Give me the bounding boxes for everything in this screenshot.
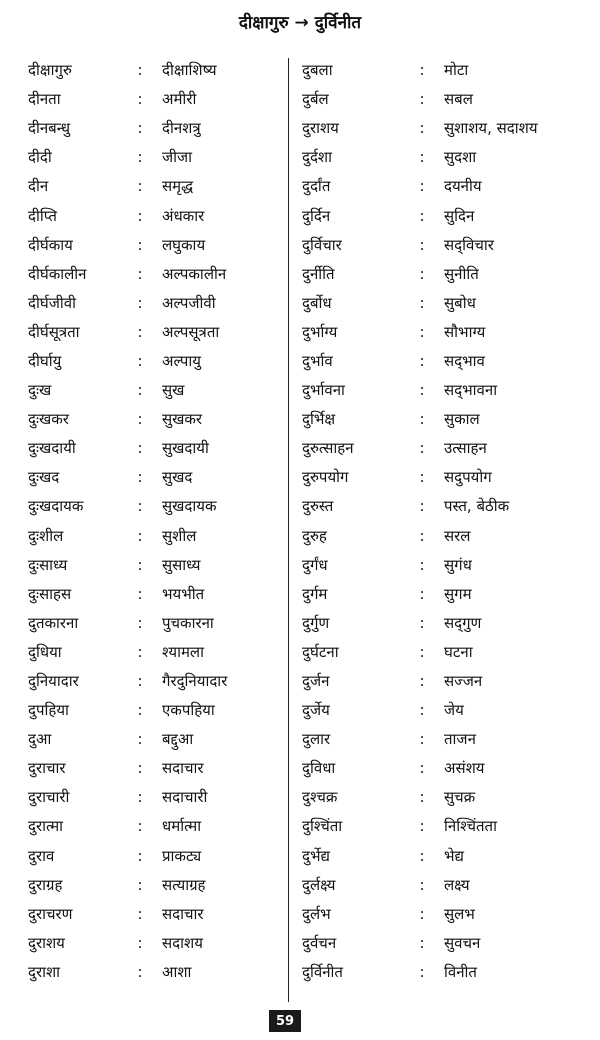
headword: दीर्घकाय	[28, 235, 73, 254]
headword: दुराव	[28, 846, 55, 865]
headword: दुर्भेद्य	[302, 846, 330, 865]
separator: :	[137, 351, 143, 370]
separator: :	[137, 672, 143, 691]
entry-row	[28, 900, 286, 929]
entry-row	[302, 347, 592, 376]
antonym: सुख	[162, 381, 185, 400]
headword: दुःसाहस	[28, 584, 72, 603]
antonym: सुवचन	[444, 933, 481, 952]
antonym: सुचक्र	[444, 788, 476, 807]
entry-row	[302, 696, 592, 725]
entry-row	[302, 143, 592, 172]
antonym: सद्‌विचार	[444, 235, 494, 254]
antonym: सुदिन	[444, 206, 475, 225]
entry-row	[28, 696, 286, 725]
headword: दुरुत्साहन	[302, 439, 354, 458]
separator: :	[137, 846, 143, 865]
entry-row	[28, 260, 286, 289]
headword: दुआ	[28, 730, 52, 749]
separator: :	[419, 933, 425, 952]
separator: :	[419, 235, 425, 254]
entry-row	[28, 667, 286, 696]
entry-row	[28, 783, 286, 812]
headword: दीनबन्धु	[28, 119, 71, 138]
headword: दुर्गम	[302, 584, 328, 603]
antonym: सुगंध	[444, 555, 472, 574]
antonym: अमीरी	[162, 90, 197, 109]
antonym: अल्पसूत्रता	[162, 322, 220, 341]
separator: :	[137, 119, 143, 138]
separator: :	[137, 322, 143, 341]
headword: दुःसाध्य	[28, 555, 68, 574]
antonym: निश्चिंतता	[444, 817, 497, 836]
separator: :	[419, 439, 425, 458]
entry-row	[302, 609, 592, 638]
headword: दुराशय	[28, 933, 65, 952]
headword: दीदी	[28, 148, 52, 167]
antonym: भयभीत	[162, 584, 205, 603]
entry-row	[28, 638, 286, 667]
antonym: सुकाल	[444, 410, 480, 429]
antonym: लघुकाय	[162, 235, 206, 254]
antonym: समृद्ध	[162, 177, 194, 196]
headword: दुर्लक्ष्य	[302, 875, 336, 894]
antonym: सदाचार	[162, 904, 204, 923]
antonym: मोटा	[444, 61, 469, 80]
entry-row	[28, 842, 286, 871]
separator: :	[419, 584, 425, 603]
entry-row	[302, 463, 592, 492]
headword: दुःखकर	[28, 410, 69, 429]
entry-row	[28, 56, 286, 85]
headword: दुर्बल	[302, 90, 329, 109]
antonym: ताजन	[444, 730, 476, 749]
separator: :	[137, 759, 143, 778]
headword: दीन	[28, 177, 49, 196]
separator: :	[419, 613, 425, 632]
antonym: सद्‌भाव	[444, 351, 485, 370]
separator: :	[419, 322, 425, 341]
separator: :	[137, 584, 143, 603]
entry-row	[302, 522, 592, 551]
entry-row	[302, 725, 592, 754]
entry-row	[302, 201, 592, 230]
antonym: सरल	[444, 526, 471, 545]
entry-row	[302, 900, 592, 929]
separator: :	[137, 177, 143, 196]
entry-row	[302, 289, 592, 318]
headword: दीर्घायु	[28, 351, 62, 370]
separator: :	[419, 875, 425, 894]
antonym: सुशाशय, सदाशय	[444, 119, 538, 138]
headword: दुर्भाग्य	[302, 322, 338, 341]
entry-row	[302, 172, 592, 201]
entry-row	[28, 725, 286, 754]
entry-row	[302, 580, 592, 609]
entry-row	[28, 434, 286, 463]
antonym: बद्दुआ	[162, 730, 194, 749]
antonym: उत्साहन	[444, 439, 487, 458]
separator: :	[137, 264, 143, 283]
headword: दुर्दिन	[302, 206, 331, 225]
antonym: सदुपयोग	[444, 468, 492, 487]
entry-row	[28, 812, 286, 841]
entry-row	[302, 434, 592, 463]
entry-row	[302, 114, 592, 143]
separator: :	[419, 177, 425, 196]
headword: दुरुस्त	[302, 497, 334, 516]
entry-row	[302, 929, 592, 958]
headword: दुर्दशा	[302, 148, 333, 167]
separator: :	[137, 642, 143, 661]
separator: :	[137, 468, 143, 487]
entry-row	[28, 754, 286, 783]
headword: दुर्भाव	[302, 351, 333, 370]
headword: दुधिया	[28, 642, 62, 661]
antonym: पस्त, बेठीक	[444, 497, 510, 516]
antonym: एकपहिया	[162, 701, 215, 720]
antonym: सौभाग्य	[444, 322, 486, 341]
headword: दुरुपयोग	[302, 468, 349, 487]
antonym: सुखदायक	[162, 497, 217, 516]
headword: दुरुह	[302, 526, 327, 545]
headword: दुःशील	[28, 526, 64, 545]
headword: दुःख	[28, 381, 52, 400]
separator: :	[419, 817, 425, 836]
antonym: सुखद	[162, 468, 193, 487]
antonym: अल्पायु	[162, 351, 202, 370]
headword: दुश्चक्र	[302, 788, 338, 807]
entry-row	[28, 522, 286, 551]
headword: दुर्भावना	[302, 381, 345, 400]
headword: दुर्बोध	[302, 293, 332, 312]
separator: :	[419, 148, 425, 167]
headword: दुराचार	[28, 759, 66, 778]
separator: :	[419, 962, 425, 981]
entry-row	[28, 347, 286, 376]
headword: दुःखद	[28, 468, 60, 487]
entry-row	[302, 812, 592, 841]
separator: :	[137, 701, 143, 720]
separator: :	[419, 788, 425, 807]
entry-row	[302, 85, 592, 114]
separator: :	[419, 264, 425, 283]
antonym: लक्ष्य	[444, 875, 470, 894]
antonym: सुनीति	[444, 264, 479, 283]
headword: दीर्घकालीन	[28, 264, 87, 283]
entry-row	[28, 871, 286, 900]
antonym: श्यामला	[162, 642, 204, 661]
page-number: 59	[269, 1010, 301, 1032]
separator: :	[137, 293, 143, 312]
separator: :	[419, 351, 425, 370]
headword: दुराचरण	[28, 904, 73, 923]
entry-row	[302, 871, 592, 900]
antonym: सुखदायी	[162, 439, 209, 458]
entry-row	[28, 551, 286, 580]
separator: :	[419, 206, 425, 225]
antonym: सदाशय	[162, 933, 203, 952]
separator: :	[137, 933, 143, 952]
headword: दुःखदायी	[28, 439, 76, 458]
separator: :	[137, 61, 143, 80]
entry-row	[302, 231, 592, 260]
separator: :	[419, 701, 425, 720]
antonym: सद्‌भावना	[444, 381, 498, 400]
separator: :	[137, 497, 143, 516]
antonym: अल्पकालीन	[162, 264, 227, 283]
entry-row	[302, 638, 592, 667]
headword: दुर्वचन	[302, 933, 337, 952]
separator: :	[419, 410, 425, 429]
separator: :	[419, 90, 425, 109]
separator: :	[419, 526, 425, 545]
separator: :	[137, 206, 143, 225]
column-divider	[288, 58, 289, 1002]
headword: दुबला	[302, 61, 333, 80]
antonym: असंशय	[444, 759, 485, 778]
headword: दुर्जेय	[302, 701, 330, 720]
separator: :	[419, 497, 425, 516]
entry-row	[28, 289, 286, 318]
entry-row	[28, 114, 286, 143]
antonym: दीक्षाशिष्य	[162, 61, 217, 80]
headword: दुतकारना	[28, 613, 79, 632]
headword: दुनियादार	[28, 672, 79, 691]
entry-row	[28, 231, 286, 260]
separator: :	[137, 90, 143, 109]
antonym: दयनीय	[444, 177, 482, 196]
separator: :	[419, 904, 425, 923]
entry-row	[28, 376, 286, 405]
antonym: भेद्य	[444, 846, 464, 865]
headword: दुविधा	[302, 759, 336, 778]
separator: :	[419, 642, 425, 661]
headword: दीक्षागुरु	[28, 61, 72, 80]
headword: दुर्विनीत	[302, 962, 343, 981]
antonym: सुलभ	[444, 904, 475, 923]
entry-row	[302, 783, 592, 812]
headword: दुलार	[302, 730, 331, 749]
separator: :	[419, 759, 425, 778]
antonym: अल्पजीवी	[162, 293, 216, 312]
separator: :	[137, 439, 143, 458]
page-header: दीक्षागुरु → दुर्विनीत	[238, 13, 362, 33]
entry-row	[302, 842, 592, 871]
headword: दुराग्रह	[28, 875, 63, 894]
antonym: जेय	[444, 701, 464, 720]
entry-row	[302, 492, 592, 521]
antonym: जीजा	[162, 148, 193, 167]
entry-row	[28, 580, 286, 609]
headword: दुर्नीति	[302, 264, 335, 283]
entry-row	[302, 260, 592, 289]
separator: :	[419, 672, 425, 691]
headword: दुर्भिक्ष	[302, 410, 336, 429]
entry-row	[302, 958, 592, 987]
entry-row	[28, 85, 286, 114]
antonym: गैरदुनियादार	[162, 672, 228, 691]
headword: दुर्दांत	[302, 177, 331, 196]
entry-row	[28, 609, 286, 638]
separator: :	[419, 846, 425, 865]
separator: :	[137, 410, 143, 429]
entry-row	[28, 143, 286, 172]
right-column	[302, 56, 592, 987]
antonym: सुदशा	[444, 148, 477, 167]
separator: :	[137, 730, 143, 749]
headword: दुराशय	[302, 119, 339, 138]
separator: :	[137, 555, 143, 574]
separator: :	[137, 788, 143, 807]
separator: :	[137, 235, 143, 254]
headword: दुर्विचार	[302, 235, 342, 254]
antonym: सदाचारी	[162, 788, 208, 807]
separator: :	[137, 381, 143, 400]
separator: :	[419, 468, 425, 487]
antonym: घटना	[444, 642, 473, 661]
separator: :	[419, 293, 425, 312]
entry-row	[28, 463, 286, 492]
headword: दुर्जन	[302, 672, 330, 691]
antonym: दीनशत्रु	[162, 119, 201, 138]
headword: दीनता	[28, 90, 61, 109]
antonym: सत्याग्रह	[162, 875, 206, 894]
antonym: आशा	[162, 962, 192, 981]
separator: :	[137, 875, 143, 894]
entry-row	[28, 172, 286, 201]
separator: :	[419, 555, 425, 574]
entry-row	[28, 958, 286, 987]
antonym: अंधकार	[162, 206, 205, 225]
separator: :	[137, 613, 143, 632]
headword: दीर्घसूत्रता	[28, 322, 80, 341]
antonym: विनीत	[444, 962, 477, 981]
entry-row	[302, 754, 592, 783]
headword: दुराचारी	[28, 788, 70, 807]
separator: :	[419, 730, 425, 749]
antonym: सुशील	[162, 526, 197, 545]
antonym: सबल	[444, 90, 473, 109]
headword: दुपहिया	[28, 701, 69, 720]
headword: दुराशा	[28, 962, 61, 981]
entry-row	[302, 376, 592, 405]
separator: :	[137, 148, 143, 167]
separator: :	[137, 526, 143, 545]
separator: :	[137, 817, 143, 836]
headword: दुःखदायक	[28, 497, 84, 516]
left-column	[28, 56, 286, 987]
headword: दुश्चिंता	[302, 817, 343, 836]
entry-row	[28, 318, 286, 347]
headword: दुर्घटना	[302, 642, 339, 661]
antonym: पुचकारना	[162, 613, 214, 632]
separator: :	[419, 61, 425, 80]
antonym: सुबोध	[444, 293, 476, 312]
entry-row	[302, 405, 592, 434]
headword: दुर्लभ	[302, 904, 331, 923]
entry-row	[302, 56, 592, 85]
headword: दीर्घजीवी	[28, 293, 76, 312]
headword: दुरात्मा	[28, 817, 64, 836]
separator: :	[419, 119, 425, 138]
antonym: धर्मात्मा	[162, 817, 202, 836]
separator: :	[419, 381, 425, 400]
separator: :	[137, 904, 143, 923]
antonym: सज्जन	[444, 672, 483, 691]
antonym: सद्‌गुण	[444, 613, 482, 632]
entry-row	[28, 929, 286, 958]
antonym: सुगम	[444, 584, 472, 603]
antonym: सुसाध्य	[162, 555, 201, 574]
antonym: सदाचार	[162, 759, 204, 778]
entry-row	[28, 492, 286, 521]
entry-row	[302, 551, 592, 580]
antonym: प्राकट्य	[162, 846, 202, 865]
entry-row	[28, 201, 286, 230]
entry-row	[302, 318, 592, 347]
headword: दुर्गुण	[302, 613, 330, 632]
headword: दुर्गंध	[302, 555, 328, 574]
antonym: सुखकर	[162, 410, 203, 429]
entry-row	[28, 405, 286, 434]
headword: दीप्ति	[28, 206, 57, 225]
separator: :	[137, 962, 143, 981]
entry-row	[302, 667, 592, 696]
